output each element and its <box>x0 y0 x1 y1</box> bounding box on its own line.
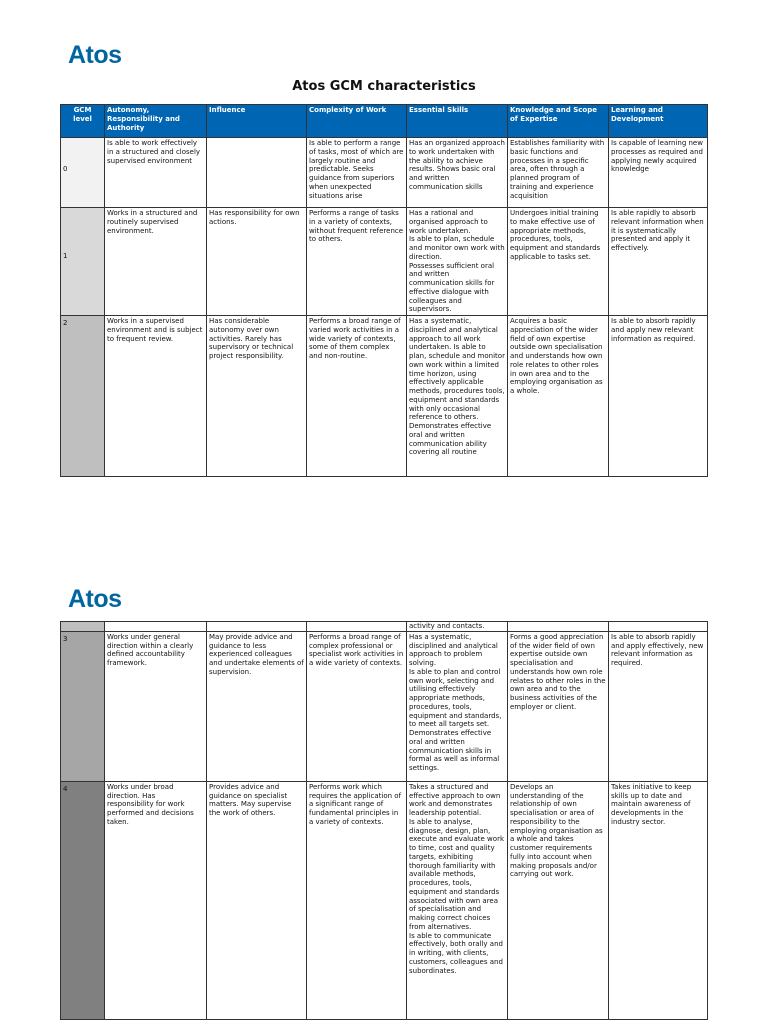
gcm-table-page-2 <box>60 621 708 1020</box>
knowledge-cell: Forms a good appreciation of the wider field of own expertise outside own specialisation and understands how own role relates to other roles in the own area and to the business activities of the employer or client. <box>508 631 609 781</box>
header-row <box>61 105 708 138</box>
gcm-level-number: 4 <box>63 784 68 793</box>
header-influence: Influence <box>207 105 307 138</box>
knowledge-cell: Establishes familiarity with basic functions and processes in a specific area, often through a planned program of training and experience acquisition <box>508 138 609 208</box>
gcm-level-cell <box>61 622 105 632</box>
header-autonomy: Autonomy, Responsibility and Authority <box>105 105 207 138</box>
skills-cell: Has a systematic, disciplined and analytical approach to all work undertaken. Is able to plan, schedule and monitor own work within a limited time horizon, using effectively applicable methods, procedures tools, equipment and standards with only occasional reference to others. Demonstrates effective oral and written communication ability covering all routine <box>407 316 508 477</box>
learning-cell: Is able to absorb rapidly and apply effectively, new relevant information as required. <box>609 631 708 781</box>
complexity-cell: Performs a range of tasks in a variety of contexts, without frequent reference to others. <box>307 208 407 316</box>
learning-cell: Is able to absorb rapidly and apply new relevant information as required. <box>609 316 708 477</box>
knowledge-cell <box>508 622 609 632</box>
autonomy-cell: Works under general direction within a clearly defined accountability framework. <box>105 631 207 781</box>
complexity-cell <box>307 622 407 632</box>
atos-logo: Atos <box>68 41 122 69</box>
autonomy-cell: Works under broad direction. Has responsibility for work performed and decisions taken. <box>105 781 207 1019</box>
gcm-level-cell <box>61 208 105 316</box>
table-row <box>61 631 708 781</box>
skills-cell: activity and contacts. <box>407 622 508 632</box>
skills-cell: Has a systematic, disciplined and analytical approach to problem solving. Is able to plan and control own work, selecting and utilising effectively appropriate methods, procedures, tools, equipment and standards, to meet all targets set. Demonstrates effective oral and written communication skills in formal as well as informal settings. <box>407 631 508 781</box>
gcm-level-cell <box>61 781 105 1019</box>
autonomy-cell <box>105 622 207 632</box>
influence-cell: May provide advice and guidance to less experienced colleagues and undertake elements of supervision. <box>207 631 307 781</box>
continuation-row <box>61 622 708 632</box>
header-gcm-level: GCM level <box>61 105 105 138</box>
skills-cell: Has a rational and organised approach to work undertaken. Is able to plan, schedule and monitor own work with direction. Possesses sufficient oral and written communication skills for effective dialogue with colleagues and supervisors. <box>407 208 508 316</box>
learning-cell: Takes initiative to keep skills up to date and maintain awareness of developments in the industry sector. <box>609 781 708 1019</box>
skills-cell: Has an organized approach to work undertaken with the ability to achieve results. Shows basic oral and written communication skills <box>407 138 508 208</box>
knowledge-cell: Develops an understanding of the relationship of own specialisation or area of responsibility to the employing organisation as a whole and takes customer requirements fully into account when making proposals and/or carrying out work. <box>508 781 609 1019</box>
gcm-level-cell <box>61 631 105 781</box>
autonomy-cell: Is able to work effectively in a structured and closely supervised environment <box>105 138 207 208</box>
complexity-cell: Performs work which requires the application of a significant range of fundamental principles in a variety of contexts. <box>307 781 407 1019</box>
influence-cell: Provides advice and guidance on specialist matters. May supervise the work of others. <box>207 781 307 1019</box>
learning-cell: Is capable of learning new processes as required and applying newly acquired knowledge <box>609 138 708 208</box>
learning-cell: Is able rapidly to absorb relevant information when it is systematically presented and apply it effectively. <box>609 208 708 316</box>
autonomy-cell: Works in a structured and routinely supervised environment. <box>105 208 207 316</box>
table-row <box>61 316 708 477</box>
table-row <box>61 208 708 316</box>
gcm-level-number: 0 <box>63 165 68 173</box>
gcm-level-cell <box>61 316 105 477</box>
complexity-cell: Performs a broad range of varied work activities in a wide variety of contexts, some of them complex and non-routine. <box>307 316 407 477</box>
influence-cell <box>207 138 307 208</box>
influence-cell: Has responsibility for own actions. <box>207 208 307 316</box>
complexity-cell: Performs a broad range of complex professional or specialist work activities in a wide variety of contexts. <box>307 631 407 781</box>
header-essential-skills: Essential Skills <box>407 105 508 138</box>
gcm-level-number: 3 <box>63 634 68 643</box>
gcm-table-page-1 <box>60 104 708 477</box>
complexity-cell: Is able to perform a range of tasks, most of which are largely routine and predictable. Seeks guidance from superiors when unexpected situations arise <box>307 138 407 208</box>
learning-cell <box>609 622 708 632</box>
skills-cell: Takes a structured and effective approach to own work and demonstrates leadership potential. Is able to analyse, diagnose, design, plan, execute and evaluate work to time, cost and quality targets, exhibiting thorough familiarity with available methods, procedures, tools, equipment and standards associated with own area of specialisation and making correct choices from alternatives. Is able to communicate effectively, both orally and in writing, with clients, customers, colleagues and subordinates. <box>407 781 508 1019</box>
header-knowledge: Knowledge and Scope of Expertise <box>508 105 609 138</box>
table-row <box>61 138 708 208</box>
atos-logo: Atos <box>68 585 122 613</box>
gcm-level-cell <box>61 138 105 208</box>
header-learning: Learning and Development <box>609 105 708 138</box>
gcm-level-number: 1 <box>63 252 68 260</box>
document-title: Atos GCM characteristics <box>292 79 476 94</box>
influence-cell <box>207 622 307 632</box>
knowledge-cell: Acquires a basic appreciation of the wider field of own expertise outside own specialisation and understands how own role relates to other roles in own area and to the employing organisation as a whole. <box>508 316 609 477</box>
autonomy-cell: Works in a supervised environment and is subject to frequent review. <box>105 316 207 477</box>
table-row <box>61 781 708 1019</box>
influence-cell: Has considerable autonomy over own activities. Rarely has supervisory or technical project responsibility. <box>207 316 307 477</box>
header-complexity: Complexity of Work <box>307 105 407 138</box>
gcm-level-number: 2 <box>63 319 68 327</box>
knowledge-cell: Undergoes initial training to make effective use of appropriate methods, procedures, tools, equipment and standards applicable to tasks set. <box>508 208 609 316</box>
